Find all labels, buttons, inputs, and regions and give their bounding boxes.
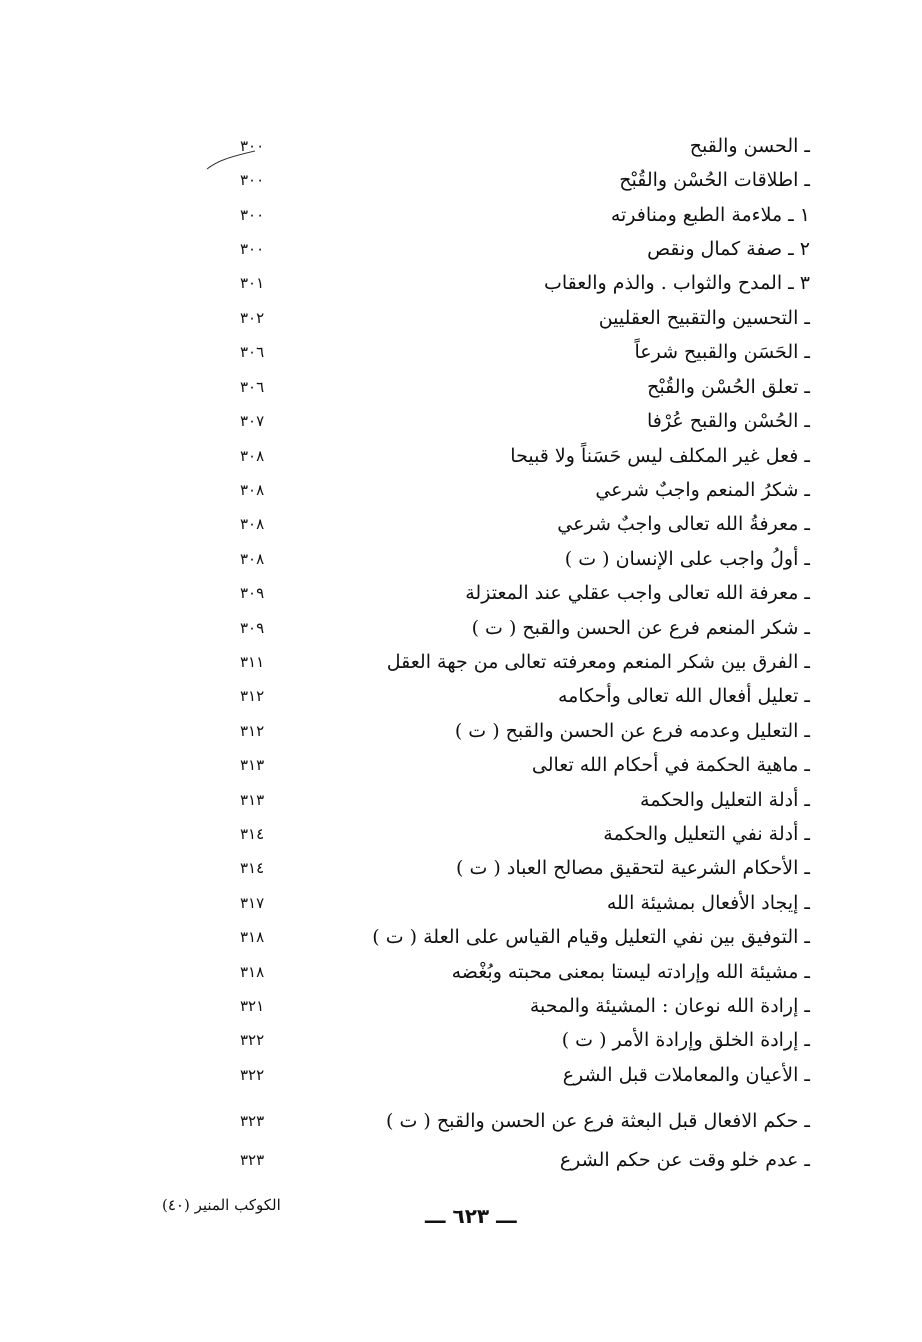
- toc-entry-page: ٣١٣: [240, 756, 265, 774]
- toc-entry-title: ٢ ـ صفة كمال ونقص: [647, 238, 810, 260]
- toc-entry-title: ـ فعل غير المكلف ليس حَسَناً ولا قبيحا: [510, 445, 810, 467]
- toc-entry-title: ـ إرادة الخلق وإرادة الأمر ( ت ): [561, 1029, 810, 1051]
- toc-entry-page: ٣١٢: [240, 722, 265, 740]
- toc-entry: [230, 1106, 810, 1140]
- toc-entry: [230, 613, 810, 647]
- toc-entry: [230, 647, 810, 681]
- toc-entry-title: ـ الحَسَن والقبيح شرعاً: [634, 341, 810, 363]
- toc-entry-page: ٣٠٨: [240, 550, 265, 568]
- toc-entry: [230, 475, 810, 509]
- toc-entry-title: ـ ماهية الحكمة في أحكام الله تعالى: [531, 754, 810, 776]
- toc-entry-page: ٣٢٢: [240, 1066, 265, 1084]
- toc-entry-title: ـ أولُ واجب على الإنسان ( ت ): [564, 548, 810, 570]
- toc-entry-page: ٣١٨: [240, 963, 265, 981]
- toc-entry: [230, 1060, 810, 1094]
- toc-entry-page: ٣١٤: [240, 859, 265, 877]
- toc-entry: [230, 785, 810, 819]
- toc-entry: [230, 578, 810, 612]
- toc-entry-title: ٣ ـ المدح والثواب . والذم والعقاب: [544, 272, 810, 294]
- toc-entry-page: ٣٠٠: [240, 206, 265, 224]
- toc-entry: [230, 819, 810, 853]
- toc-entry-title: ـ حكم الافعال قبل البعثة فرع عن الحسن والقبح ( ت ): [386, 1110, 810, 1132]
- toc-entry: [230, 922, 810, 956]
- toc-entry-title: ـ تعليل أفعال الله تعالى وأحكامه: [557, 685, 810, 707]
- toc-entry: [230, 888, 810, 922]
- toc-entry: [230, 200, 810, 234]
- toc-entry-title: ـ معرفة الله تعالى واجب عقلي عند المعتزلة: [465, 582, 810, 604]
- toc-entry: [230, 337, 810, 371]
- toc-entry-page: ٣٠٩: [240, 619, 265, 637]
- toc-entry: [230, 165, 810, 199]
- toc-entry-title: ـ الفرق بين شكر المنعم ومعرفته تعالى من جهة العقل: [386, 651, 810, 673]
- toc-entry: [230, 131, 810, 165]
- toc-entry-page: ٣١٢: [240, 687, 265, 705]
- toc-entry-page: ٣٢١: [240, 997, 265, 1015]
- toc-entry-page: ٣٠٠: [240, 240, 265, 258]
- toc-entry-title: ـ اطلاقات الحُسْن والقُبْح: [619, 169, 810, 191]
- toc-entry-page: ٣٢٣: [240, 1112, 265, 1130]
- toc-entry-title: ـ الأحكام الشرعية لتحقيق مصالح العباد ( ت ): [456, 857, 810, 879]
- toc-entry-page: ٣٠٨: [240, 515, 265, 533]
- toc-entry-title: ـ الحسن والقبح: [689, 135, 810, 157]
- toc-entry-title: ـ الأعيان والمعاملات قبل الشرع: [562, 1064, 810, 1086]
- toc-entry-page: ٣٠١: [240, 274, 265, 292]
- toc-entry-title: ـ مشيئة الله وإرادته ليستا بمعنى محبته وبُغْضه: [451, 961, 810, 983]
- toc-entry-title: ـ التوفيق بين نفي التعليل وقيام القياس على العلة ( ت ): [372, 926, 810, 948]
- toc-entry-page: ٣٠٠: [240, 137, 265, 155]
- toc-entry: [230, 441, 810, 475]
- toc-entry-title: ـ إرادة الله نوعان : المشيئة والمحبة: [529, 995, 810, 1017]
- toc-entry: [230, 1145, 810, 1179]
- toc-entry-page: ٣١٨: [240, 928, 265, 946]
- toc-entry-title: ـ أدلة نفي التعليل والحكمة: [603, 823, 810, 845]
- toc-entry-title: ١ ـ ملاءمة الطبع ومنافرته: [610, 204, 810, 226]
- toc-entry: [230, 509, 810, 543]
- toc-entry: [230, 750, 810, 784]
- toc-entry-page: ٣٢٢: [240, 1031, 265, 1049]
- toc-entry-page: ٣٠٨: [240, 447, 265, 465]
- toc-entry: [230, 406, 810, 440]
- toc-entry-page: ٣١٣: [240, 791, 265, 809]
- toc-entry: [230, 853, 810, 887]
- toc-entry-title: ـ أدلة التعليل والحكمة: [640, 789, 810, 811]
- pen-mark: [205, 145, 265, 175]
- toc-entry: [230, 234, 810, 268]
- toc-entry-title: ـ إيجاد الأفعال بمشيئة الله: [606, 892, 810, 914]
- toc-entry: [230, 372, 810, 406]
- toc-entry: [230, 268, 810, 302]
- toc-entry-page: ٣١٤: [240, 825, 265, 843]
- toc-entry: [230, 957, 810, 991]
- toc-entry: [230, 303, 810, 337]
- book-signature: الكوكب المنير (٤٠): [162, 1196, 281, 1214]
- toc-entry: [230, 991, 810, 1025]
- toc-entry-page: ٣٠٩: [240, 584, 265, 602]
- toc-entry-title: ـ عدم خلو وقت عن حكم الشرع: [559, 1149, 810, 1171]
- toc-entry-page: ٣٠٦: [240, 378, 265, 396]
- toc-entry: [230, 716, 810, 750]
- toc-entry-page: ٣٢٣: [240, 1151, 265, 1169]
- toc-entry: [230, 1025, 810, 1059]
- toc-entry-title: ـ شكرُ المنعم واجبٌ شرعي: [595, 479, 810, 501]
- toc-entry: [230, 681, 810, 715]
- toc-entry-page: ٣٠٠: [240, 171, 265, 189]
- toc-entry-title: ـ تعلق الحُسْن والقُبْح: [647, 376, 810, 398]
- page-number: ـــ ٦٢٣ ـــ: [425, 1204, 517, 1228]
- toc-entry-title: ـ الحُسْن والقبح عُرْفا: [647, 410, 810, 432]
- toc-entry-page: ٣١١: [240, 653, 265, 671]
- toc-entry-page: ٣٠٧: [240, 412, 265, 430]
- toc-entry-title: ـ التحسين والتقبيح العقليين: [598, 307, 810, 329]
- toc-entry-page: ٣١٧: [240, 894, 265, 912]
- toc-entry-page: ٣٠٦: [240, 343, 265, 361]
- toc-entry-page: ٣٠٢: [240, 309, 265, 327]
- toc-entry-page: ٣٠٨: [240, 481, 265, 499]
- toc-entry-title: ـ شكر المنعم فرع عن الحسن والقبح ( ت ): [471, 617, 810, 639]
- toc-entry: [230, 544, 810, 578]
- toc-entry-title: ـ معرفةُ الله تعالى واجبٌ شرعي: [557, 513, 810, 535]
- toc-entry-title: ـ التعليل وعدمه فرع عن الحسن والقبح ( ت ): [454, 720, 810, 742]
